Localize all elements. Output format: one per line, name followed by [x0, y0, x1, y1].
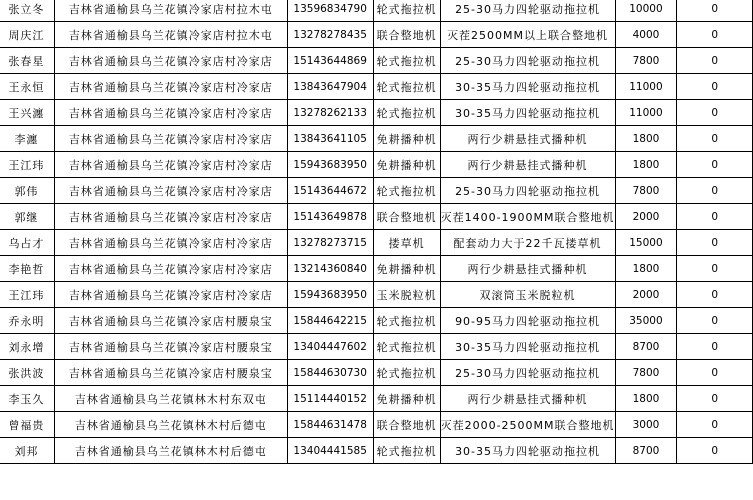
price-cell[interactable]: 1800	[615, 126, 677, 152]
address-cell[interactable]: 吉林省通榆县乌兰花镇冷家店村冷家店	[54, 152, 287, 178]
phone-cell[interactable]: 13404441585	[287, 438, 373, 464]
name-cell[interactable]: 郭伟	[0, 178, 54, 204]
name-cell[interactable]: 周庆江	[0, 22, 54, 48]
address-cell[interactable]: 吉林省通榆县乌兰花镇冷家店村腰泉宝	[54, 360, 287, 386]
phone-cell[interactable]: 13843647904	[287, 74, 373, 100]
price-cell[interactable]: 1800	[615, 152, 677, 178]
phone-cell[interactable]: 15943683950	[287, 152, 373, 178]
machine-type-cell[interactable]: 玉米脱粒机	[373, 282, 440, 308]
table-row	[0, 438, 753, 464]
machine-model-cell[interactable]: 两行少耕悬挂式播种机	[440, 126, 615, 152]
subsidy-cell[interactable]: 0	[677, 230, 753, 256]
name-cell[interactable]: 刘邦	[0, 438, 54, 464]
name-cell[interactable]: 张立冬	[0, 0, 54, 22]
table-row	[0, 152, 753, 178]
machine-type-cell[interactable]: 轮式拖拉机	[373, 74, 440, 100]
subsidy-cell[interactable]: 0	[677, 178, 753, 204]
machine-model-cell[interactable]: 两行少耕悬挂式播种机	[440, 152, 615, 178]
machine-model-cell[interactable]: 25-30马力四轮驱动拖拉机	[440, 0, 615, 22]
name-cell[interactable]: 张洪波	[0, 360, 54, 386]
machine-model-cell[interactable]: 配套动力大于22千瓦搂草机	[440, 230, 615, 256]
subsidy-cell[interactable]: 0	[677, 152, 753, 178]
machine-type-cell[interactable]: 轮式拖拉机	[373, 334, 440, 360]
machine-model-cell[interactable]: 两行少耕悬挂式播种机	[440, 256, 615, 282]
table-row	[0, 412, 753, 438]
table-row	[0, 386, 753, 412]
address-cell[interactable]: 吉林省通榆县乌兰花镇冷家店村冷家店	[54, 100, 287, 126]
machine-model-cell[interactable]: 灭茬2000-2500MM联合整地机	[440, 412, 615, 438]
machine-type-cell[interactable]: 轮式拖拉机	[373, 100, 440, 126]
phone-cell[interactable]: 15143644869	[287, 48, 373, 74]
price-cell[interactable]: 4000	[615, 22, 677, 48]
machine-model-cell[interactable]: 30-35马力四轮驱动拖拉机	[440, 334, 615, 360]
address-cell[interactable]: 吉林省通榆县乌兰花镇冷家店村冷家店	[54, 282, 287, 308]
subsidy-cell[interactable]: 0	[677, 0, 753, 22]
address-cell[interactable]: 吉林省通榆县乌兰花镇林木村后德屯	[54, 438, 287, 464]
price-cell[interactable]: 7800	[615, 360, 677, 386]
machine-type-cell[interactable]: 免耕播种机	[373, 152, 440, 178]
price-cell[interactable]: 7800	[615, 178, 677, 204]
machine-type-cell[interactable]: 轮式拖拉机	[373, 438, 440, 464]
table-row	[0, 334, 753, 360]
subsidy-cell[interactable]: 0	[677, 100, 753, 126]
subsidy-cell[interactable]: 0	[677, 308, 753, 334]
address-cell[interactable]: 吉林省通榆县乌兰花镇林木村东双屯	[54, 386, 287, 412]
address-cell[interactable]: 吉林省通榆县乌兰花镇冷家店村冷家店	[54, 256, 287, 282]
name-cell[interactable]: 乌占才	[0, 230, 54, 256]
address-cell[interactable]: 吉林省通榆县乌兰花镇冷家店村腰泉宝	[54, 334, 287, 360]
price-cell[interactable]: 11000	[615, 100, 677, 126]
machine-type-cell[interactable]: 联合整地机	[373, 204, 440, 230]
subsidy-cell[interactable]: 0	[677, 126, 753, 152]
phone-cell[interactable]: 15844631478	[287, 412, 373, 438]
address-cell[interactable]: 吉林省通榆县乌兰花镇冷家店村冷家店	[54, 126, 287, 152]
subsidy-cell[interactable]: 0	[677, 386, 753, 412]
subsidy-cell[interactable]: 0	[677, 22, 753, 48]
phone-cell[interactable]: 13843641105	[287, 126, 373, 152]
name-cell[interactable]: 王兴瀍	[0, 100, 54, 126]
table-row	[0, 256, 753, 282]
machine-model-cell[interactable]: 90-95马力四轮驱动拖拉机	[440, 308, 615, 334]
subsidy-cell[interactable]: 0	[677, 256, 753, 282]
machine-type-cell[interactable]: 轮式拖拉机	[373, 360, 440, 386]
subsidy-cell[interactable]: 0	[677, 360, 753, 386]
phone-cell[interactable]: 13278262133	[287, 100, 373, 126]
address-cell[interactable]: 吉林省通榆县乌兰花镇冷家店村拉木屯	[54, 22, 287, 48]
machine-model-cell[interactable]: 两行少耕悬挂式播种机	[440, 386, 615, 412]
table-row	[0, 178, 753, 204]
table-row	[0, 0, 753, 22]
address-cell[interactable]: 吉林省通榆县乌兰花镇冷家店村拉木屯	[54, 0, 287, 22]
price-cell[interactable]: 3000	[615, 412, 677, 438]
table-row	[0, 360, 753, 386]
phone-cell[interactable]: 13596834790	[287, 0, 373, 22]
machine-type-cell[interactable]: 轮式拖拉机	[373, 48, 440, 74]
subsidy-cell[interactable]: 0	[677, 74, 753, 100]
price-cell[interactable]: 10000	[615, 0, 677, 22]
machine-model-cell[interactable]: 25-30马力四轮驱动拖拉机	[440, 360, 615, 386]
table-row	[0, 308, 753, 334]
table-row	[0, 48, 753, 74]
machine-type-cell[interactable]: 轮式拖拉机	[373, 308, 440, 334]
table-row	[0, 282, 753, 308]
phone-cell[interactable]: 15143649878	[287, 204, 373, 230]
name-cell[interactable]: 郭继	[0, 204, 54, 230]
price-cell[interactable]: 2000	[615, 282, 677, 308]
price-cell[interactable]: 15000	[615, 230, 677, 256]
price-cell[interactable]: 7800	[615, 48, 677, 74]
address-cell[interactable]: 吉林省通榆县乌兰花镇冷家店村冷家店	[54, 230, 287, 256]
table-row	[0, 100, 753, 126]
phone-cell[interactable]: 15844630730	[287, 360, 373, 386]
machine-type-cell[interactable]: 免耕播种机	[373, 256, 440, 282]
machine-type-cell[interactable]: 轮式拖拉机	[373, 178, 440, 204]
table-row	[0, 204, 753, 230]
price-cell[interactable]: 8700	[615, 334, 677, 360]
machine-model-cell[interactable]: 灭茬2500MM以上联合整地机	[440, 22, 615, 48]
name-cell[interactable]: 王江玮	[0, 282, 54, 308]
address-cell[interactable]: 吉林省通榆县乌兰花镇冷家店村冷家店	[54, 178, 287, 204]
phone-cell[interactable]: 13404447602	[287, 334, 373, 360]
phone-cell[interactable]: 15844642215	[287, 308, 373, 334]
phone-cell[interactable]: 13214360840	[287, 256, 373, 282]
name-cell[interactable]: 刘永增	[0, 334, 54, 360]
price-cell[interactable]: 11000	[615, 74, 677, 100]
address-cell[interactable]: 吉林省通榆县乌兰花镇林木村后德屯	[54, 412, 287, 438]
subsidy-cell[interactable]: 0	[677, 412, 753, 438]
machine-type-cell[interactable]: 联合整地机	[373, 22, 440, 48]
phone-cell[interactable]: 13278273715	[287, 230, 373, 256]
table-row	[0, 22, 753, 48]
name-cell[interactable]: 李艳哲	[0, 256, 54, 282]
machine-type-cell[interactable]: 搂草机	[373, 230, 440, 256]
table-row	[0, 74, 753, 100]
phone-cell[interactable]: 13278278435	[287, 22, 373, 48]
name-cell[interactable]: 张春星	[0, 48, 54, 74]
name-cell[interactable]: 王永恒	[0, 74, 54, 100]
machine-model-cell[interactable]: 30-35马力四轮驱动拖拉机	[440, 438, 615, 464]
name-cell[interactable]: 李玉久	[0, 386, 54, 412]
phone-cell[interactable]: 15943683950	[287, 282, 373, 308]
name-cell[interactable]: 乔永明	[0, 308, 54, 334]
machine-model-cell[interactable]: 25-30马力四轮驱动拖拉机	[440, 178, 615, 204]
machine-type-cell[interactable]: 免耕播种机	[373, 126, 440, 152]
machine-type-cell[interactable]: 轮式拖拉机	[373, 0, 440, 22]
subsidy-cell[interactable]: 0	[677, 48, 753, 74]
subsidy-cell[interactable]: 0	[677, 438, 753, 464]
price-cell[interactable]: 2000	[615, 204, 677, 230]
machine-model-cell[interactable]: 30-35马力四轮驱动拖拉机	[440, 100, 615, 126]
address-cell[interactable]: 吉林省通榆县乌兰花镇冷家店村冷家店	[54, 204, 287, 230]
machine-model-cell[interactable]: 25-30马力四轮驱动拖拉机	[440, 48, 615, 74]
price-cell[interactable]: 35000	[615, 308, 677, 334]
machine-type-cell[interactable]: 免耕播种机	[373, 386, 440, 412]
table-row	[0, 126, 753, 152]
subsidy-cell[interactable]: 0	[677, 204, 753, 230]
phone-cell[interactable]: 15114440152	[287, 386, 373, 412]
machine-model-cell[interactable]: 30-35马力四轮驱动拖拉机	[440, 74, 615, 100]
subsidy-cell[interactable]: 0	[677, 282, 753, 308]
subsidy-cell[interactable]: 0	[677, 334, 753, 360]
address-cell[interactable]: 吉林省通榆县乌兰花镇冷家店村腰泉宝	[54, 308, 287, 334]
price-cell[interactable]: 1800	[615, 386, 677, 412]
name-cell[interactable]: 曾福贵	[0, 412, 54, 438]
name-cell[interactable]: 李瀍	[0, 126, 54, 152]
name-cell[interactable]: 王江玮	[0, 152, 54, 178]
phone-cell[interactable]: 15143644672	[287, 178, 373, 204]
address-cell[interactable]: 吉林省通榆县乌兰花镇冷家店村冷家店	[54, 74, 287, 100]
table-row	[0, 230, 753, 256]
machine-type-cell[interactable]: 联合整地机	[373, 412, 440, 438]
machine-model-cell[interactable]: 灭茬1400-1900MM联合整地机	[440, 204, 615, 230]
price-cell[interactable]: 8700	[615, 438, 677, 464]
machine-model-cell[interactable]: 双滚筒玉米脱粒机	[440, 282, 615, 308]
price-cell[interactable]: 1800	[615, 256, 677, 282]
address-cell[interactable]: 吉林省通榆县乌兰花镇冷家店村冷家店	[54, 48, 287, 74]
